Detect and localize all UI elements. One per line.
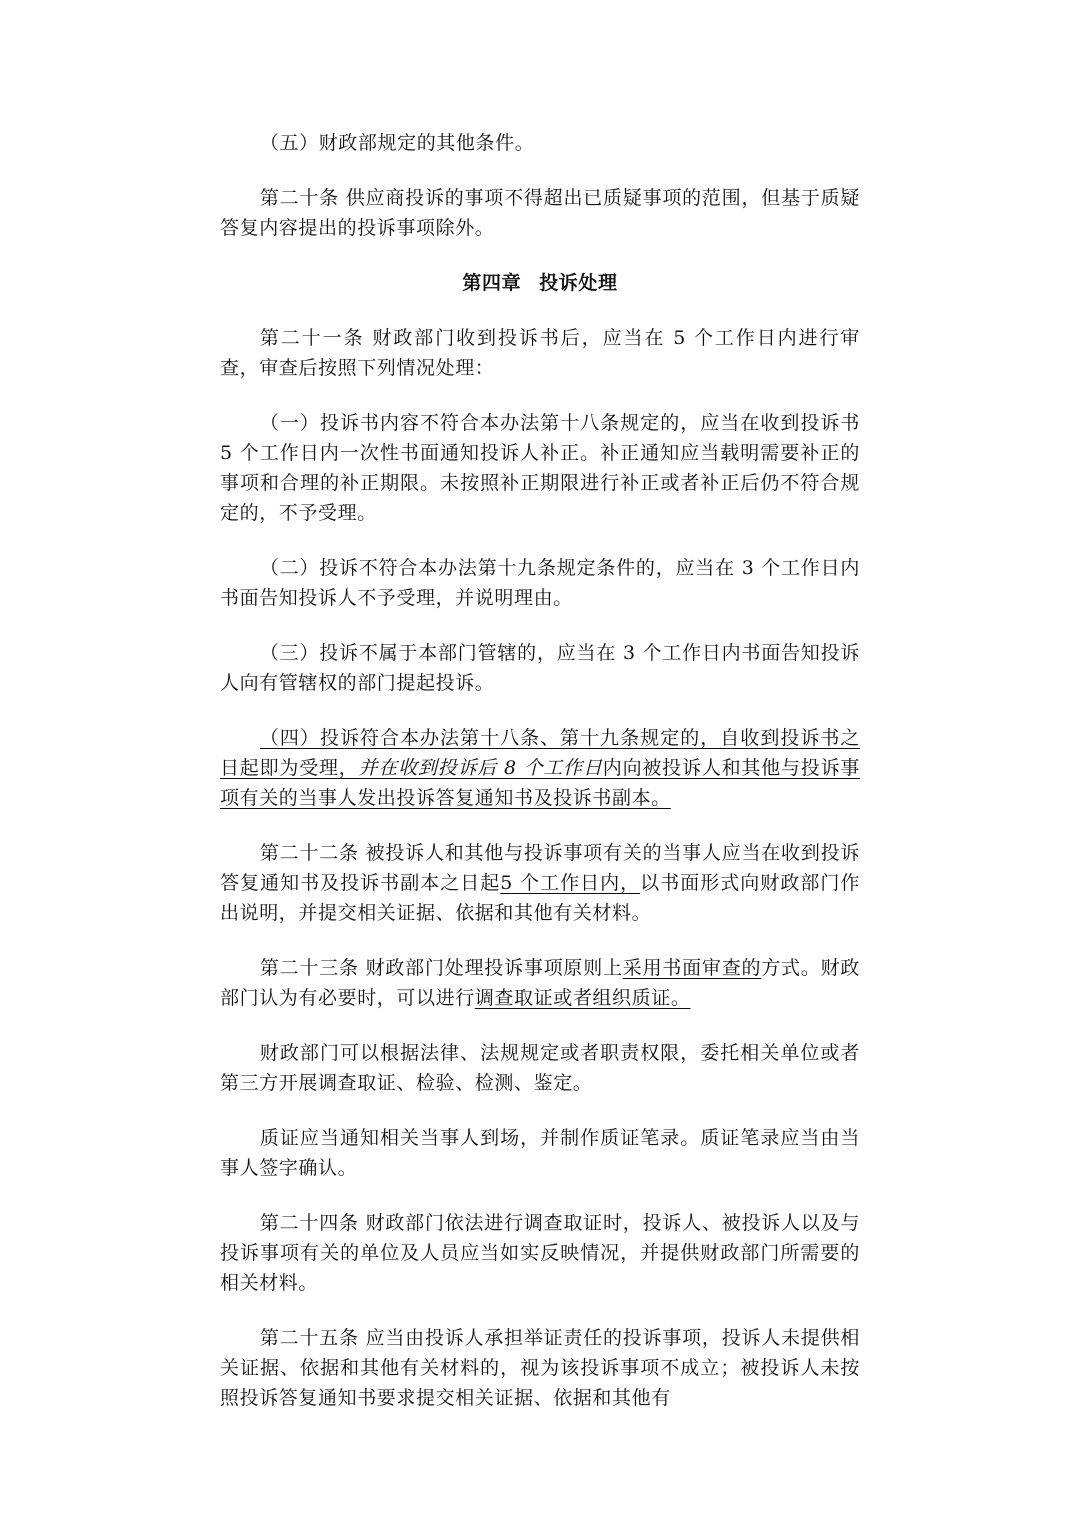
paragraph-article-21-item4	[220, 723, 860, 813]
article-22-part1: 第二十二条 被投诉人和其他与投诉事项有关的当事人应当在收到投诉答复通知书及投诉书副本之日起	[220, 842, 860, 894]
item4-italic-deadline: 并在收到投诉后 8 个工作日	[358, 757, 603, 779]
paragraph-article-21-item1: （一）投诉书内容不符合本办法第十八条规定的，应当在收到投诉书 5 个工作日内一次性书面通知投诉人补正。补正通知应当载明需要补正的事项和合理的补正期限。未按照补正期限进行补正或者补正后仍不符合规定的，不予受理。	[220, 412, 860, 524]
paragraph-article-24: 第二十四条 财政部门依法进行调查取证时，投诉人、被投诉人以及与投诉事项有关的单位及人员应当如实反映情况，并提供财政部门所需要的相关材料。	[220, 1212, 860, 1294]
article-22-part3: 以书面形式向财政部门作出说明，并提交相关证据、依据和其他有关材料。	[220, 872, 860, 924]
item4-text-part1: （四）投诉符合本办法第十八条、第十九条规定的，自收到投诉书之日起即为受理，	[220, 727, 860, 779]
chapter-heading	[220, 268, 860, 298]
article-22-underlined-deadline: 5 个工作日内，	[500, 872, 641, 894]
chapter-title: 投诉处理	[539, 272, 618, 294]
item4-text-part3: 内向被投诉人和其他与投诉事项有关的当事人发出投诉答复通知书及投诉书副本。	[220, 757, 860, 809]
paragraph-article-23-p3: 质证应当通知相关当事人到场，并制作质证笔录。质证笔录应当由当事人签字确认。	[220, 1127, 860, 1179]
paragraph-article-20: 第二十条 供应商投诉的事项不得超出已质疑事项的范围，但基于质疑答复内容提出的投诉事项除外。	[220, 187, 860, 239]
article-23-underlined-method: 采用书面审查的	[622, 957, 762, 979]
paragraph-article-21-intro: 第二十一条 财政部门收到投诉书后，应当在 5 个工作日内进行审查，审查后按照下列情况处理：	[220, 327, 860, 379]
article-23-underlined-investigation: 调查取证或者组织质证。	[474, 987, 691, 1009]
paragraph-article-25: 第二十五条 应当由投诉人承担举证责任的投诉事项，投诉人未提供相关证据、依据和其他有关材料的，视为该投诉事项不成立；被投诉人未按照投诉答复通知书要求提交相关证据、依据和其他有	[220, 1327, 860, 1409]
article-23-part1: 第二十三条 财政部门处理投诉事项原则上	[259, 957, 623, 979]
paragraph-article-23	[220, 953, 860, 1013]
paragraph-article-22	[220, 838, 860, 928]
paragraph-article-23-p2: 财政部门可以根据法律、法规规定或者职责权限，委托相关单位或者第三方开展调查取证、检验、检测、鉴定。	[220, 1042, 860, 1094]
paragraph-article-21-item3: （三）投诉不属于本部门管辖的，应当在 3 个工作日内书面告知投诉人向有管辖权的部门提起投诉。	[220, 642, 860, 694]
chapter-number: 第四章	[462, 272, 522, 294]
paragraph-item5: （五）财政部规定的其他条件。	[259, 132, 535, 154]
document-page	[220, 128, 860, 1413]
paragraph-article-21-item2: （二）投诉不符合本办法第十九条规定条件的，应当在 3 个工作日内书面告知投诉人不予受理，并说明理由。	[220, 557, 860, 609]
article-23-part3: 方式。财政部门认为有必要时，可以进行	[220, 957, 860, 1009]
